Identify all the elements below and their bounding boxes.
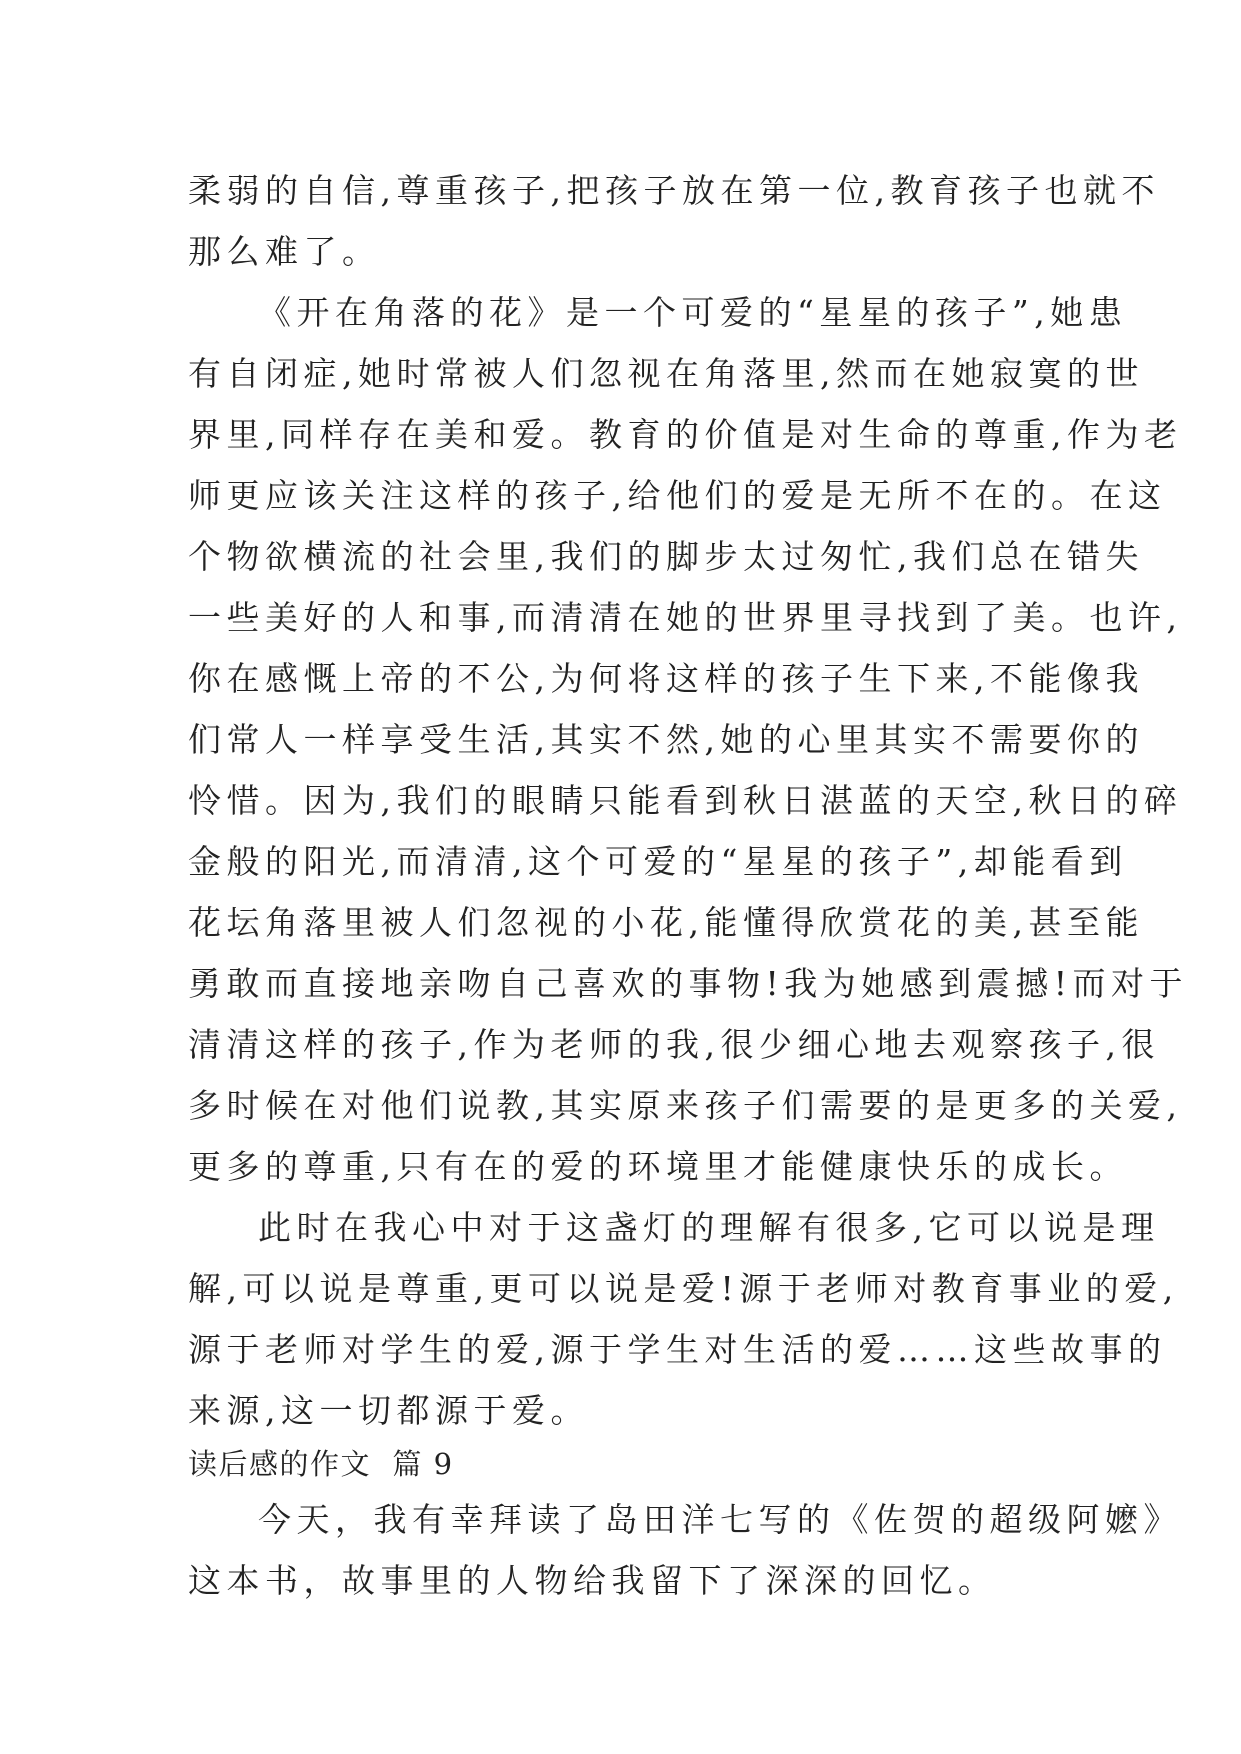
text-line: 源于老师对学生的爱,源于学生对生活的爱……这些故事的: [188, 1330, 1167, 1369]
paragraph-4: [188, 1489, 1182, 1611]
text-line: 个物欲横流的社会里,我们的脚步太过匆忙,我们总在错失: [188, 537, 1144, 576]
text-line: 更多的尊重,只有在的爱的环境里才能健康快乐的成长。: [188, 1147, 1128, 1186]
paragraph-1: [188, 160, 1160, 282]
text-line: 《开在角落的花》是一个可爱的“星星的孩子”,她患: [258, 293, 1128, 332]
text-line: 来源,这一切都源于爱。: [188, 1391, 589, 1430]
text-line: 界里,同样存在美和爱。教育的价值是对生命的尊重,作为老: [188, 415, 1183, 454]
text-line: 们常人一样享受生活,其实不然,她的心里其实不需要你的: [188, 720, 1144, 759]
text-line: 有自闭症,她时常被人们忽视在角落里,然而在她寂寞的世: [188, 354, 1144, 393]
text-line: 你在感慨上帝的不公,为何将这样的孩子生下来,不能像我: [188, 659, 1144, 698]
text-line: 那么难了。: [188, 232, 381, 271]
paragraph-2: [188, 282, 1189, 1197]
text-line: 师更应该关注这样的孩子,给他们的爱是无所不在的。在这: [188, 476, 1167, 515]
text-line: 清清这样的孩子,作为老师的我,很少细心地去观察孩子,很: [188, 1025, 1160, 1064]
paragraph-3: [188, 1197, 1179, 1441]
text-line: 解,可以说是尊重,更可以说是爱!源于老师对教育事业的爱,: [188, 1269, 1179, 1308]
document-body: [188, 160, 1189, 1611]
text-line: 今天，我有幸拜读了岛田洋七写的《佐贺的超级阿嬷》: [258, 1500, 1182, 1539]
text-line: 怜惜。因为,我们的眼睛只能看到秋日湛蓝的天空,秋日的碎: [188, 781, 1183, 820]
section-heading: 读后感的作文 篇 9: [188, 1447, 454, 1481]
text-line: 此时在我心中对于这盏灯的理解有很多,它可以说是理: [258, 1208, 1160, 1247]
text-line: 这本书，故事里的人物给我留下了深深的回忆。: [188, 1561, 997, 1600]
text-line: 勇敢而直接地亲吻自己喜欢的事物!我为她感到震撼!而对于: [188, 964, 1189, 1003]
text-line: 柔弱的自信,尊重孩子,把孩子放在第一位,教育孩子也就不: [188, 171, 1160, 210]
text-line: 一些美好的人和事,而清清在她的世界里寻找到了美。也许,: [188, 598, 1183, 637]
text-line: 金般的阳光,而清清,这个可爱的“星星的孩子”,却能看到: [188, 842, 1128, 881]
text-line: 花坛角落里被人们忽视的小花,能懂得欣赏花的美,甚至能: [188, 903, 1144, 942]
text-line: 多时候在对他们说教,其实原来孩子们需要的是更多的关爱,: [188, 1086, 1183, 1125]
